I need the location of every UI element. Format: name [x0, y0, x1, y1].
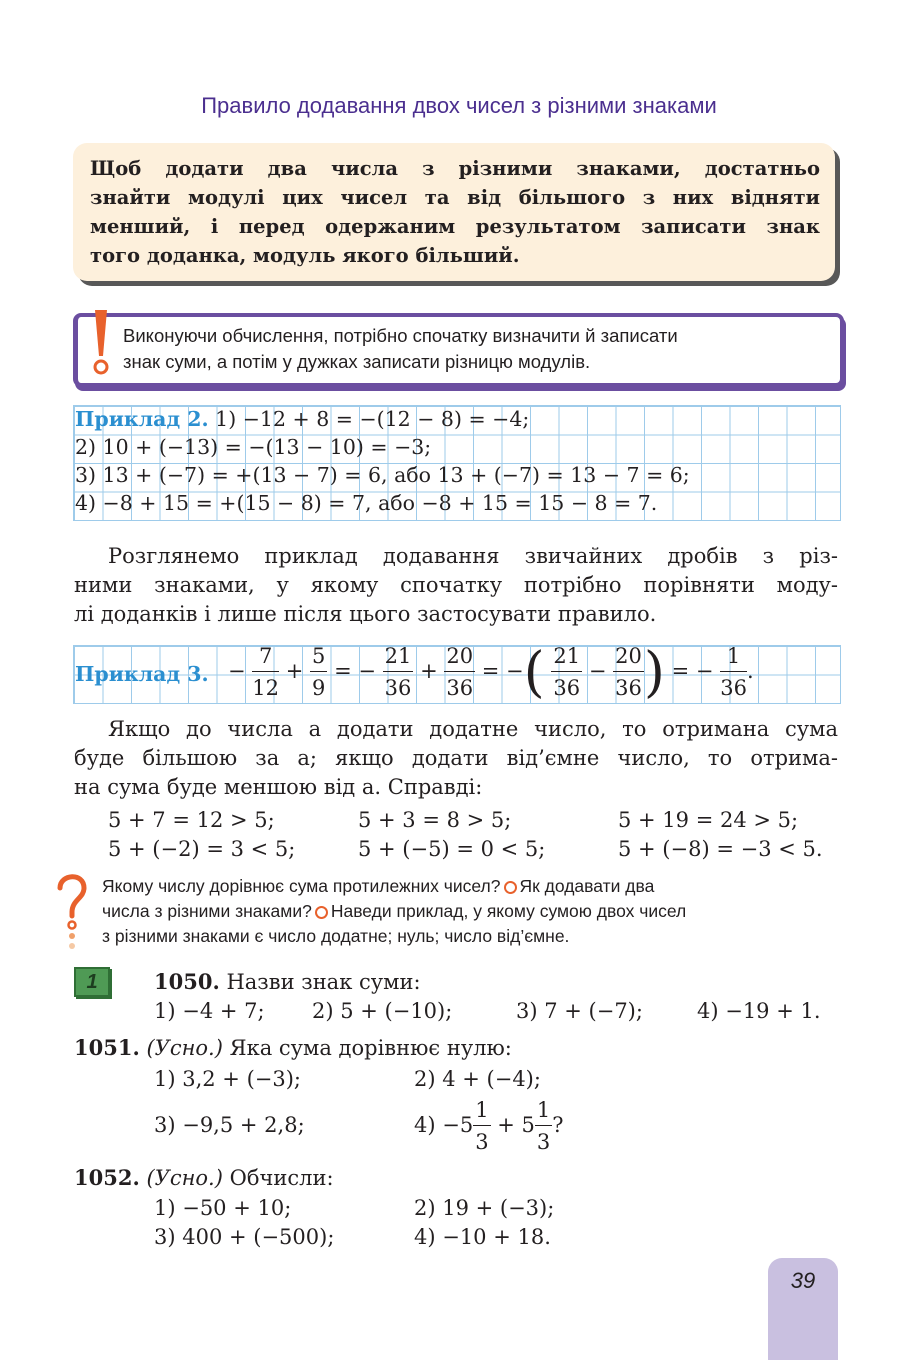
example-3-expression: − $\frac{7}{12}$ + $\frac{5}{9}$ = − $\frac{21}{36}$ + $\frac{20}{36}$ = −( $\frac{21}{36}$ − $\frac{20}{36}$ ) = − $\frac{1}{36}$ . — [228, 640, 754, 704]
question-line: Якому числу дорівнює сума протилежних чисел? Як додавати два — [102, 876, 655, 896]
exercise-item-mixed: 4) −5 $\frac{1}{3}$ + 5 $\frac{1}{3}$ ? — [414, 1095, 564, 1158]
exercise-item: 2) 4 + (−4); — [414, 1067, 541, 1091]
example-2-text: 1) −12 + 8 = −(12 − 8) = −4; — [215, 407, 530, 431]
rule-box — [73, 143, 835, 281]
para2-line: буде більшою за a; якщо додати від’ємне число, то отрима- — [74, 746, 838, 770]
example-3-label-text: Приклад 3. — [75, 662, 209, 686]
exercise-1051-heading: 1051. (Усно.) Яка сума дорівнює нулю: — [74, 1035, 512, 1060]
example-2-line-1 — [75, 407, 529, 431]
exercise-item: 3) 7 + (−7); — [516, 999, 643, 1023]
rule-line: того доданка, модуль якого більший. — [90, 244, 520, 267]
example-2-line-2: 2) 10 + (−13) = −(13 − 10) = −3; — [75, 435, 432, 459]
fraction: $\frac{1}{3}$ — [535, 1095, 552, 1158]
exercise-item: 3) −9,5 + 2,8; — [154, 1113, 305, 1137]
exercise-item: 1) −4 + 7; — [154, 999, 265, 1023]
bullet-ring-icon — [315, 906, 328, 919]
section-title: Правило додавання двох чисел з різними знаками — [201, 93, 717, 118]
exercise-item: 1) −50 + 10; — [154, 1196, 292, 1220]
rule-line: знайти модулі цих чисел та від більшого з них відняти — [90, 186, 820, 209]
para2-line: Якщо до числа a додати додатне число, то отримана сума — [108, 717, 838, 741]
exercise-item: 2) 19 + (−3); — [414, 1196, 555, 1220]
question-line: числа з різними знаками? Наведи приклад, у якому сумою двох чисел — [102, 901, 687, 921]
fraction: $\frac{20}{36}$ — [613, 641, 644, 704]
rule-line: менший, і перед одержаним результатом записати знак — [90, 215, 820, 238]
exercise-item: 1) 3,2 + (−3); — [154, 1067, 301, 1091]
exercise-number: 1050. — [154, 969, 220, 994]
fraction: $\frac{1}{3}$ — [473, 1095, 490, 1158]
exercise-1050-heading: 1050. Назви знак суми: — [154, 969, 421, 994]
inequality: 5 + (−2) = 3 < 5; — [108, 837, 296, 861]
intro-line: лі доданків і лише після цього застосувати правило. — [74, 602, 657, 626]
rule-line: Щоб додати два числа з різними знаками, достатньо — [90, 157, 820, 180]
exercise-number: 1052. — [74, 1165, 140, 1190]
example-3-label — [75, 662, 209, 686]
inequality: 5 + 19 = 24 > 5; — [618, 808, 799, 832]
exclamation-icon — [86, 306, 116, 378]
fraction: $\frac{21}{36}$ — [551, 641, 582, 704]
inequality: 5 + 3 = 8 > 5; — [358, 808, 512, 832]
inequality: 5 + (−8) = −3 < 5. — [618, 837, 823, 861]
fraction: $\frac{1}{36}$ — [720, 641, 747, 704]
level-badge: 1 — [74, 967, 110, 997]
intro-line: ними знаками, у якому спочатку потрібно порівняти моду- — [74, 573, 838, 597]
fraction: $\frac{20}{36}$ — [444, 641, 475, 704]
fraction: $\frac{21}{36}$ — [383, 641, 414, 704]
note-box — [73, 313, 844, 387]
note-line: знак суми, а потім у дужках записати різницю модулів. — [123, 351, 591, 372]
exercise-number: 1051. — [74, 1035, 140, 1060]
exercise-item: 4) −10 + 18. — [414, 1225, 551, 1249]
inequality: 5 + 7 = 12 > 5; — [108, 808, 275, 832]
exercise-item: 4) −19 + 1. — [697, 999, 821, 1023]
page-number: 39 — [790, 1268, 816, 1293]
exercise-1052-heading: 1052. (Усно.) Обчисли: — [74, 1165, 334, 1190]
question-mark-icon — [52, 870, 92, 952]
exercise-item: 3) 400 + (−500); — [154, 1225, 335, 1249]
fraction: $\frac{7}{12}$ — [252, 641, 279, 704]
example-2-label: Приклад 2. — [75, 407, 209, 431]
para2-line: на сума буде меншою від a. Справді: — [74, 775, 483, 799]
inequality: 5 + (−5) = 0 < 5; — [358, 837, 546, 861]
fraction: $\frac{5}{9}$ — [310, 641, 327, 704]
bullet-ring-icon — [504, 881, 517, 894]
page-number-tab — [768, 1258, 838, 1360]
example-2-line-3: 3) 13 + (−7) = +(13 − 7) = 6, або 13 + (−7) = 13 − 7 = 6; — [75, 463, 690, 487]
exercise-item: 2) 5 + (−10); — [312, 999, 453, 1023]
example-2-line-4: 4) −8 + 15 = +(15 − 8) = 7, або −8 + 15 = 15 − 8 = 7. — [75, 491, 658, 515]
question-line: з різними знаками є число додатне; нуль; число від’ємне. — [102, 926, 570, 946]
intro-line: Розглянемо приклад додавання звичайних дробів з різ- — [108, 544, 838, 568]
note-line: Виконуючи обчислення, потрібно спочатку визначити й записати — [123, 325, 678, 346]
